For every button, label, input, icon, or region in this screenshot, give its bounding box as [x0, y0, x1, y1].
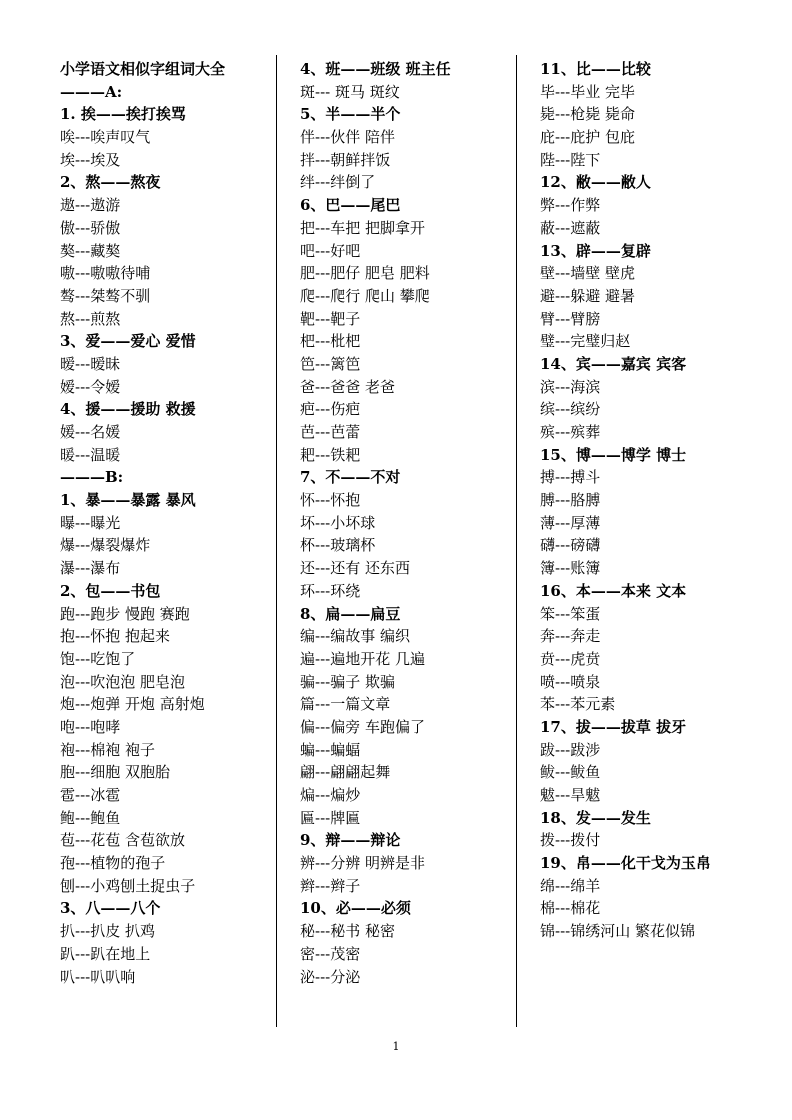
- column-divider: [276, 55, 277, 1027]
- entry-heading: 17、拔——拔草 拔牙: [540, 717, 687, 736]
- entry-line: 拨---拨付: [540, 831, 601, 850]
- entry-line: 怀---怀抱: [300, 491, 361, 510]
- entry-line: 把---车把 把脚拿开: [300, 218, 425, 237]
- page-number: 1: [392, 1040, 400, 1053]
- entry-line: 坏---小坏球: [300, 513, 376, 532]
- entry-heading: 11、比——比较: [540, 60, 651, 78]
- entry-heading: 1、暴——暴露 暴风: [60, 491, 196, 510]
- entry-heading: 5、半——半个: [300, 105, 401, 124]
- column-3: [540, 58, 770, 943]
- entry-line: 喷---喷泉: [540, 672, 601, 691]
- entry-line: 叭---叭叭响: [60, 967, 136, 986]
- entry-heading: ———A:: [60, 82, 123, 101]
- entry-line: 泌---分泌: [300, 967, 361, 986]
- entry-line: 翩---翩翩起舞: [300, 763, 391, 782]
- entry-line: 跑---跑步 慢跑 赛跑: [60, 604, 190, 623]
- entry-heading: 12、敝——敝人: [540, 173, 651, 192]
- entry-line: 还---还有 还东西: [300, 559, 410, 578]
- entry-line: 毙---枪毙 毙命: [540, 105, 635, 124]
- entry-line: 炮---炮弹 开炮 高射炮: [60, 695, 205, 714]
- entry-line: 辫---辫子: [300, 876, 361, 895]
- entry-line: 跋---跋涉: [540, 740, 601, 759]
- entry-line: 曝---曝光: [60, 513, 121, 532]
- entry-line: 咆---咆哮: [60, 717, 121, 736]
- entry-heading: 15、博——博学 博士: [540, 445, 687, 464]
- entry-line: 暧---暧昧: [60, 354, 121, 373]
- entry-line: 耙---铁耙: [300, 445, 361, 464]
- entry-line: 杯---玻璃杯: [300, 536, 376, 555]
- entry-line: 鲅---鲅鱼: [540, 763, 601, 782]
- entry-heading: 小学语文相似字组词大全: [60, 60, 226, 78]
- entry-line: 雹---冰雹: [60, 786, 121, 804]
- entry-line: 偏---偏旁 车跑偏了: [300, 717, 425, 736]
- entry-line: 傲---骄傲: [60, 218, 121, 237]
- entry-heading: 6、巴——尾巴: [300, 196, 401, 215]
- entry-line: 膊---胳膊: [540, 491, 601, 510]
- entry-heading: 18、发——发生: [540, 808, 651, 827]
- entry-line: 杷---枇杷: [300, 332, 361, 351]
- entry-heading: 3、八——八个: [60, 899, 161, 918]
- entry-line: 毕---毕业 完毕: [540, 82, 635, 101]
- column-1: [60, 58, 290, 988]
- entry-heading: 2、熬——熬夜: [60, 173, 161, 192]
- column-2: [300, 58, 530, 988]
- entry-heading: 2、包——书包: [60, 581, 161, 600]
- entry-line: 袍---棉袍 袍子: [60, 740, 155, 759]
- entry-line: 簿---账簿: [540, 559, 601, 578]
- entry-line: 滨---海滨: [540, 377, 601, 396]
- entry-line: 芭---芭蕾: [300, 423, 361, 441]
- entry-line: 密---茂密: [300, 944, 361, 963]
- entry-heading: ———B:: [60, 468, 124, 487]
- entry-line: 弊---作弊: [540, 196, 601, 215]
- entry-line: 绊---绊倒了: [300, 173, 376, 192]
- entry-heading: 3、爱——爱心 爱惜: [60, 332, 196, 351]
- entry-line: 壁---墙壁 壁虎: [540, 264, 635, 283]
- entry-line: 臂---臂膀: [540, 309, 601, 328]
- entry-heading: 4、班——班级 班主任: [300, 60, 451, 78]
- entry-line: 陛---陛下: [540, 150, 601, 169]
- entry-heading: 14、宾——嘉宾 宾客: [540, 354, 687, 373]
- entry-heading: 10、必——必须: [300, 899, 411, 918]
- entry-heading: 13、辟——复辟: [540, 241, 651, 260]
- entry-line: 抱---怀抱 抱起来: [60, 627, 170, 646]
- entry-line: 礴---磅礴: [540, 536, 601, 555]
- entry-line: 拌---朝鲜拌饭: [300, 150, 391, 169]
- entry-line: 靶---靶子: [300, 309, 361, 328]
- entry-line: 遨---遨游: [60, 196, 121, 215]
- entry-line: 绵---绵羊: [540, 876, 601, 895]
- entry-line: 爬---爬行 爬山 攀爬: [300, 286, 430, 305]
- entry-line: 锦---锦绣河山 繁花似锦: [540, 922, 695, 941]
- entry-line: 扒---扒皮 扒鸡: [60, 922, 155, 941]
- entry-line: 爸---爸爸 老爸: [300, 377, 395, 396]
- entry-line: 棉---棉花: [540, 899, 601, 918]
- entry-line: 辨---分辨 明辨是非: [300, 854, 425, 873]
- entry-line: 暖---温暖: [60, 445, 121, 464]
- entry-line: 薄---厚薄: [540, 513, 601, 532]
- entry-line: 搏---搏斗: [540, 468, 601, 487]
- entry-line: 疤---伤疤: [300, 400, 361, 419]
- entry-heading: 16、本——本来 文本: [540, 581, 687, 600]
- entry-line: 趴---趴在地上: [60, 944, 151, 963]
- entry-line: 吧---好吧: [300, 241, 361, 260]
- entry-line: 秘---秘书 秘密: [300, 922, 395, 941]
- entry-line: 煸---煸炒: [300, 786, 361, 804]
- entry-line: 蔽---遮蔽: [540, 218, 601, 237]
- entry-line: 避---躲避 避暑: [540, 286, 635, 305]
- entry-line: 胞---细胞 双胞胎: [60, 763, 170, 782]
- entry-line: 斑--- 斑马 斑纹: [300, 82, 400, 101]
- entry-line: 庇---庇护 包庇: [540, 128, 635, 147]
- entry-heading: 8、扁——扁豆: [300, 604, 401, 623]
- entry-heading: 4、援——援助 救援: [60, 400, 196, 419]
- entry-line: 笨---笨蛋: [540, 604, 601, 623]
- entry-line: 熬---煎熬: [60, 309, 121, 328]
- entry-line: 殡---殡葬: [540, 423, 601, 441]
- entry-heading: 7、不——不对: [300, 468, 401, 487]
- entry-line: 伴---伙伴 陪伴: [300, 128, 395, 147]
- entry-line: 骜---桀骜不驯: [60, 286, 151, 305]
- entry-line: 遍---遍地开花 几遍: [300, 649, 425, 668]
- entry-line: 唉---唉声叹气: [60, 128, 151, 147]
- entry-line: 贲---虎贲: [540, 649, 601, 668]
- entry-line: 媛---名媛: [60, 423, 121, 441]
- entry-line: 笆---篱笆: [300, 354, 361, 373]
- entry-line: 骗---骗子 欺骗: [300, 672, 395, 691]
- entry-line: 奔---奔走: [540, 627, 601, 646]
- entry-line: 瀑---瀑布: [60, 559, 121, 578]
- entry-line: 嗷---嗷嗷待哺: [60, 264, 151, 283]
- entry-line: 蝙---蝙蝠: [300, 740, 361, 759]
- entry-line: 爆---爆裂爆炸: [60, 536, 151, 555]
- entry-heading: 1. 挨——挨打挨骂: [60, 105, 186, 124]
- entry-line: 刨---小鸡刨土捉虫子: [60, 876, 196, 895]
- entry-line: 饱---吃饱了: [60, 649, 136, 668]
- entry-line: 鲍---鲍鱼: [60, 808, 121, 827]
- entry-line: 獒---藏獒: [60, 241, 121, 260]
- entry-line: 环---环绕: [300, 581, 361, 600]
- entry-line: 魃---旱魃: [540, 786, 601, 804]
- entry-line: 缤---缤纷: [540, 400, 601, 419]
- entry-line: 苞---花苞 含苞欲放: [60, 831, 185, 850]
- entry-line: 孢---植物的孢子: [60, 854, 166, 873]
- column-divider: [516, 55, 517, 1027]
- entry-heading: 9、辩——辩论: [300, 831, 401, 850]
- entry-line: 苯---苯元素: [540, 695, 616, 714]
- entry-line: 匾---牌匾: [300, 808, 361, 827]
- entry-line: 嫒---令嫒: [60, 377, 121, 396]
- entry-line: 璧---完璧归赵: [540, 332, 631, 351]
- entry-line: 肥---肥仔 肥皂 肥料: [300, 264, 430, 283]
- entry-line: 编---编故事 编织: [300, 627, 410, 646]
- entry-line: 篇---一篇文章: [300, 695, 391, 714]
- entry-line: 埃---埃及: [60, 150, 121, 169]
- entry-line: 泡---吹泡泡 肥皂泡: [60, 672, 185, 691]
- entry-heading: 19、帛——化干戈为玉帛: [540, 854, 711, 873]
